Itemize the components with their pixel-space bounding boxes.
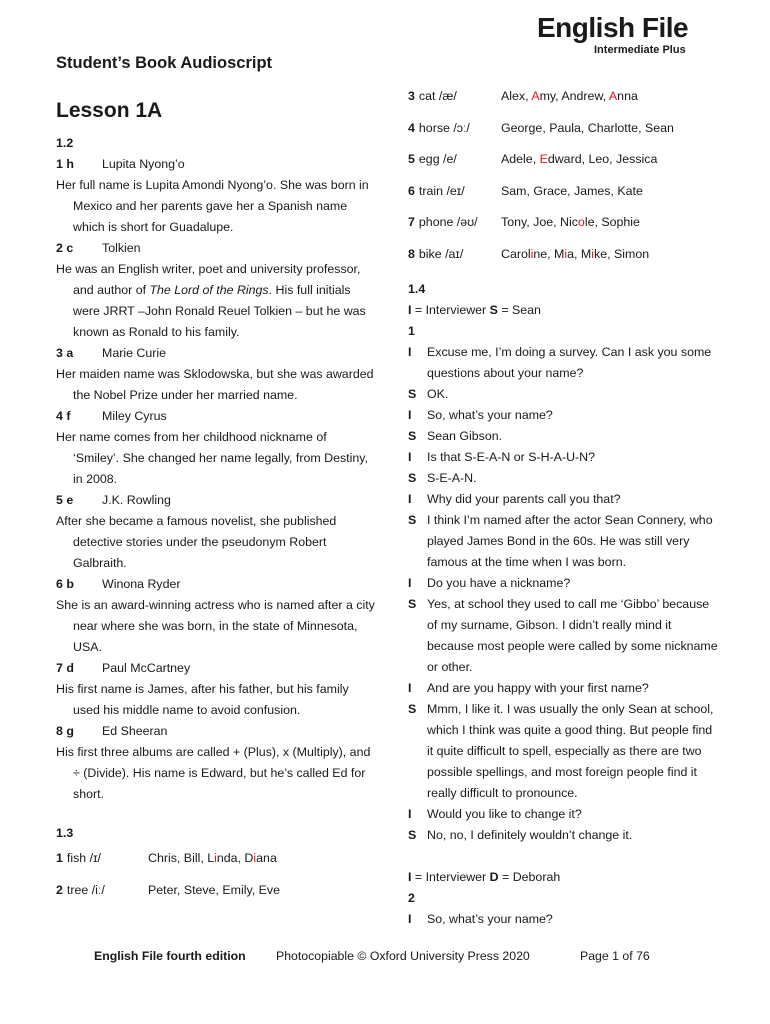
item-person-name: Lupita Nyong’o [102, 157, 185, 171]
item-person-name: Winona Ryder [102, 577, 181, 591]
sound-label [56, 848, 148, 869]
name-segment: Peter, Steve, Emily, Eve [148, 883, 280, 897]
dialog-line [408, 447, 718, 468]
description-text: . His full initials were JRRT –John Ronald Reuel Tolkien – but he was known as Ronald to his family. [73, 283, 366, 339]
legend-speaker-s: S [489, 302, 498, 317]
sound-names [501, 86, 718, 107]
speaker-label: I [408, 806, 412, 821]
name-segment: ne, M [533, 246, 565, 261]
name-segment: Sam, Grace, James, Kate [501, 183, 643, 198]
sound-label [408, 212, 501, 233]
sound-symbol: cat /æ/ [418, 89, 457, 103]
item-description: His first name is James, after his father, but his family used his middle name to avoid confusion. [56, 682, 349, 717]
sound-label [408, 86, 501, 107]
sound-label [408, 118, 501, 139]
speaker-label: S [408, 470, 417, 485]
name-segment: my, Andrew, [539, 89, 609, 103]
sound-label [56, 880, 148, 901]
speaker-label: I [408, 491, 412, 506]
section-heading-1-3: 1.3 [56, 826, 74, 840]
item-header [56, 490, 376, 511]
highlighted-letter: i [591, 246, 595, 261]
dialog-line [408, 699, 718, 804]
legend-sean-label: = Sean [497, 302, 541, 317]
speaker-label: S [408, 512, 417, 527]
section-1-3-left-list [56, 848, 376, 901]
sound-row [408, 86, 718, 107]
item-description: She is an award-winning actress who is named after a city near where she was born, in the state of Minnesota, USA. [56, 598, 375, 654]
sound-symbol: bike /aɪ/ [418, 246, 464, 261]
dialog-text: Why did your parents call you that? [427, 491, 621, 506]
dialog-text: Sean Gibson. [427, 428, 503, 443]
highlighted-letter: i [530, 246, 534, 261]
sound-names [501, 212, 718, 233]
sound-names [148, 880, 376, 901]
item-person-name: Miley Cyrus [102, 409, 167, 423]
sound-symbol: horse /ɔː/ [418, 120, 470, 135]
dialog-line [408, 468, 718, 489]
sound-symbol: fish /ɪ/ [66, 851, 101, 865]
name-segment: Carol [501, 246, 531, 261]
item-number: 4 f [56, 409, 71, 423]
sound-number: 4 [408, 120, 415, 135]
speaker-label: I [408, 680, 412, 695]
item-header [56, 721, 376, 742]
sound-number: 7 [408, 215, 415, 230]
name-segment: le, Sophie [584, 215, 640, 230]
item-number: 6 b [56, 577, 74, 591]
sound-number: 3 [408, 89, 415, 103]
item-person-name: Marie Curie [102, 346, 167, 360]
speaker-label: I [408, 575, 412, 590]
sound-number: 1 [56, 851, 63, 865]
sound-row [408, 118, 718, 139]
dialog-line [408, 426, 718, 447]
dialog-line [408, 342, 718, 384]
speaker-label: I [408, 449, 412, 464]
dialog-line [408, 804, 718, 825]
sound-symbol: train /eɪ/ [418, 183, 465, 198]
item-header [56, 658, 376, 679]
right-column [408, 86, 718, 930]
dialog-text: No, no, I definitely wouldn’t change it. [427, 827, 633, 842]
highlighted-letter: i [564, 246, 568, 261]
item-person-name: Ed Sheeran [102, 724, 168, 738]
name-segment: Adele, [501, 152, 540, 167]
lesson-title: Lesson 1A [56, 99, 163, 122]
dialog-text: OK. [427, 386, 449, 401]
legend-deborah-label: = Deborah [498, 869, 561, 884]
dialog-text: S-E-A-N. [427, 470, 477, 485]
name-segment: dward, Leo, Jessica [547, 152, 658, 167]
dialog-text: Would you like to change it? [427, 806, 582, 821]
sound-number: 8 [408, 246, 415, 261]
sound-number: 2 [56, 883, 63, 897]
dialog-text: Mmm, I like it. I was usually the only Sean at school, which I think was quite a good thing. But people find it quite difficult to spell, especially as there are two possible spellings, and most foreign people find it really difficult to pronounce. [427, 701, 714, 800]
dialog-text: Do you have a nickname? [427, 575, 571, 590]
document-title: Student’s Book Audioscript [56, 54, 273, 72]
sound-number: 6 [408, 183, 415, 198]
legend-speaker-d: D [489, 869, 499, 884]
sound-names [501, 244, 718, 265]
sound-names [501, 149, 718, 170]
book-title-italic: The Lord of the Rings [149, 283, 269, 297]
item-description: His first three albums are called + (Plus), x (Multiply), and ÷ (Divide). His name is Edward, but he’s called Ed for short. [56, 745, 371, 801]
highlighted-letter: o [577, 215, 585, 230]
name-segment: a, M [567, 246, 592, 261]
sound-row [408, 181, 718, 202]
dialog-line [408, 573, 718, 594]
item-number: 8 g [56, 724, 74, 738]
item-description: After she became a famous novelist, she published detective stories under the pseudonym Robert Galbraith. [56, 514, 337, 570]
footer-copyright: Photocopiable © Oxford University Press 2020 [276, 949, 530, 963]
sound-symbol: tree /iː/ [66, 883, 105, 897]
item-description: Her full name is Lupita Amondi Nyong’o. She was born in Mexico and her parents gave her a Spanish name which is short for Guadalupe. [56, 178, 369, 234]
section-heading-1-2: 1.2 [56, 136, 74, 150]
logo-subtitle: Intermediate Plus [594, 44, 686, 56]
sound-row [56, 880, 376, 901]
sound-names [148, 848, 376, 869]
name-segment: nda, D [216, 851, 254, 865]
name-segment: Chris, Bill, L [148, 851, 215, 865]
dialog-text: So, what’s your name? [427, 911, 553, 926]
sound-symbol: phone /əʊ/ [418, 215, 478, 230]
dialog-line [408, 405, 718, 426]
name-segment: Tony, Joe, Nic [501, 215, 578, 230]
item-header [56, 406, 376, 427]
highlighted-letter: i [214, 851, 217, 865]
item-header [56, 238, 376, 259]
name-segment: George, Paula, Charlotte, Sean [501, 120, 674, 135]
dialog-text: And are you happy with your first name? [427, 680, 649, 695]
name-segment: Alex, [501, 89, 532, 103]
item-number: 2 c [56, 241, 74, 255]
dialog-text: So, what’s your name? [427, 407, 553, 422]
section-1-3-right-list [408, 86, 718, 265]
dialog-text: Yes, at school they used to call me ‘Gibbo’ because of my surname, Gibson. I didn’t really mind it because most people were called by some nickname or other. [427, 596, 718, 674]
dialog-text: I think I’m named after the actor Sean Connery, who played James Bond in the 60s. He was still very famous at the time when I was born. [427, 512, 713, 569]
dialog-2-lines [408, 909, 718, 930]
highlighted-letter: i [253, 851, 257, 865]
item-header [56, 343, 376, 364]
sound-label [408, 181, 501, 202]
sound-number: 5 [408, 152, 415, 167]
dialog-1-lines [408, 342, 718, 846]
description-text: He was an English writer, poet and university professor, and author of [56, 262, 361, 297]
speaker-label: S [408, 596, 417, 611]
item-header [56, 574, 376, 595]
sound-row [408, 149, 718, 170]
name-segment: nna [617, 89, 638, 103]
speaker-label: I [408, 911, 412, 926]
dialog-line [408, 384, 718, 405]
item-number: 7 d [56, 661, 74, 675]
sound-names [501, 181, 718, 202]
item-number: 5 e [56, 493, 74, 507]
item-header [56, 154, 376, 175]
legend-interviewer-label: = Interviewer [411, 302, 490, 317]
sound-row [56, 848, 376, 869]
dialog-1-legend [408, 300, 718, 321]
sound-label [408, 149, 501, 170]
highlighted-letter: A [608, 89, 618, 103]
name-segment: ke, Simon [594, 246, 650, 261]
dialog-line [408, 510, 718, 573]
sound-row [408, 212, 718, 233]
dialog-text: Is that S-E-A-N or S-H-A-U-N? [427, 449, 595, 464]
logo-title: English File [537, 12, 689, 43]
item-number: 3 a [56, 346, 74, 360]
footer-edition: English File fourth edition [94, 949, 246, 963]
dialog-2-number: 2 [408, 890, 415, 905]
item-person-name: J.K. Rowling [102, 493, 171, 507]
highlighted-letter: E [539, 152, 548, 167]
dialog-line [408, 909, 718, 930]
speaker-label: S [408, 386, 417, 401]
speaker-label: I [408, 344, 412, 359]
dialog-line [408, 678, 718, 699]
speaker-label: I [408, 407, 412, 422]
dialog-1-number: 1 [408, 323, 415, 338]
sound-row [408, 244, 718, 265]
footer-page-number: Page 1 of 76 [580, 949, 650, 963]
speaker-label: S [408, 701, 417, 716]
dialog-2-legend [408, 867, 718, 888]
sound-names [501, 118, 718, 139]
sound-symbol: egg /e/ [418, 152, 457, 167]
item-description: Her name comes from her childhood nickname of ‘Smiley’. She changed her name legally, from Destiny, in 2008. [56, 430, 368, 486]
sound-label [408, 244, 501, 265]
section-1-2-items [56, 154, 376, 805]
highlighted-letter: A [531, 89, 540, 103]
dialog-line [408, 489, 718, 510]
item-person-name: Paul McCartney [102, 661, 191, 675]
section-heading-1-4: 1.4 [408, 281, 426, 296]
item-description [56, 259, 376, 343]
dialog-text: Excuse me, I’m doing a survey. Can I ask you some questions about your name? [427, 344, 712, 380]
dialog-line [408, 594, 718, 678]
legend-speaker-i: I [408, 869, 412, 884]
item-person-name: Tolkien [102, 241, 141, 255]
speaker-label: S [408, 428, 417, 443]
speaker-label: S [408, 827, 417, 842]
left-column [56, 133, 376, 912]
dialog-line [408, 825, 718, 846]
legend-interviewer-label: = Interviewer [411, 869, 490, 884]
legend-speaker-i: I [408, 302, 412, 317]
name-segment: ana [256, 851, 277, 865]
item-description: Her maiden name was Sklodowska, but she was awarded the Nobel Prize under her married name. [56, 367, 374, 402]
item-number: 1 h [56, 157, 74, 171]
